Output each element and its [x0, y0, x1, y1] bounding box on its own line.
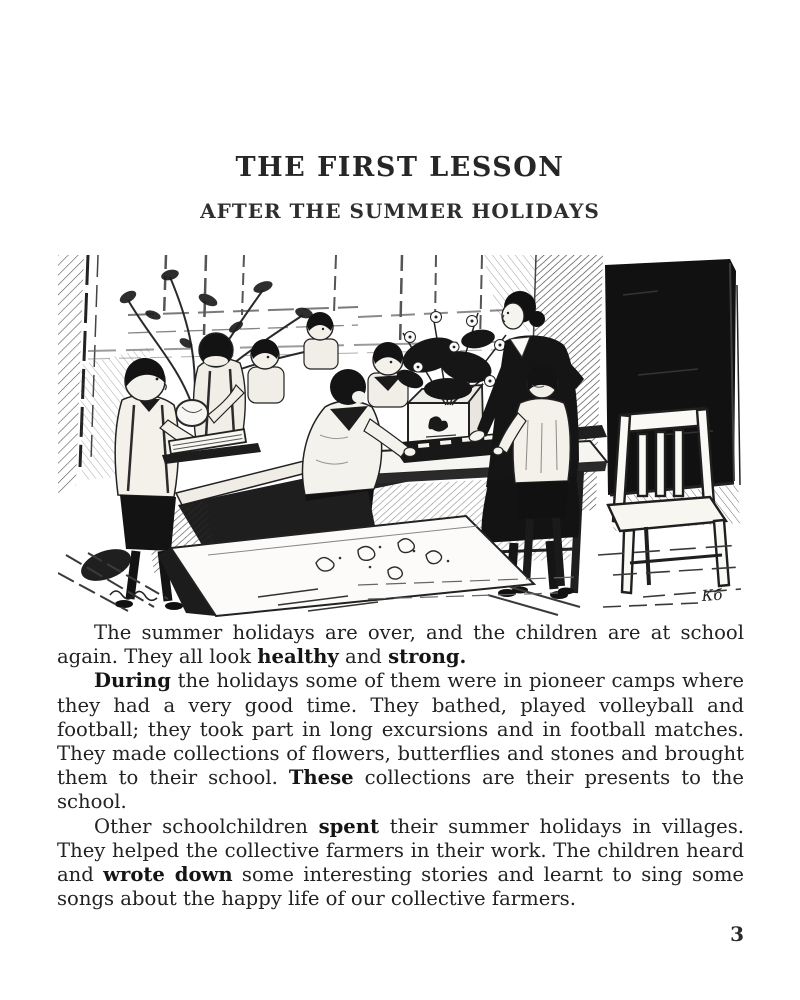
paragraph — [57, 669, 744, 814]
text-segment: their summer holidays in villages. They helped the collective farmers in their work. The children heard and — [57, 814, 744, 887]
bold-word: healthy — [257, 645, 339, 669]
text-segment: The summer holidays are over, and the children are at school again. They all look — [57, 621, 744, 669]
text-segment: some interesting stories and learnt to sing some songs about the happy life of our collective farmers. — [57, 863, 744, 911]
paragraph — [57, 621, 744, 669]
text-segment: the holidays some of them were in pioneer camps where they had a very good time. They bathed, played volleyball and football; they took part in long excursions and in football matches. They made collections of flowers, butterflies and stones and brought them to their school. — [57, 669, 744, 790]
bold-word: spent — [318, 814, 380, 838]
bold-word: strong. — [388, 645, 467, 669]
text-segment: Other schoolchildren — [94, 814, 319, 838]
bold-word: These — [288, 766, 354, 790]
page-number: 3 — [730, 922, 744, 946]
page-title: THE FIRST LESSON — [235, 152, 565, 183]
body-text — [57, 621, 744, 911]
text-segment: collections are their presents to the school. — [57, 766, 744, 814]
paragraph — [57, 815, 744, 912]
text-segment: and — [338, 645, 389, 669]
classroom-illustration — [58, 255, 742, 617]
artist-signature: Кб — [701, 585, 723, 605]
bold-word: During — [94, 669, 171, 693]
bold-word: wrote down — [103, 863, 233, 887]
classroom-illustration-svg — [58, 255, 742, 617]
flower-bouquet — [394, 312, 506, 406]
page-subtitle: AFTER THE SUMMER HOLIDAYS — [200, 199, 600, 223]
